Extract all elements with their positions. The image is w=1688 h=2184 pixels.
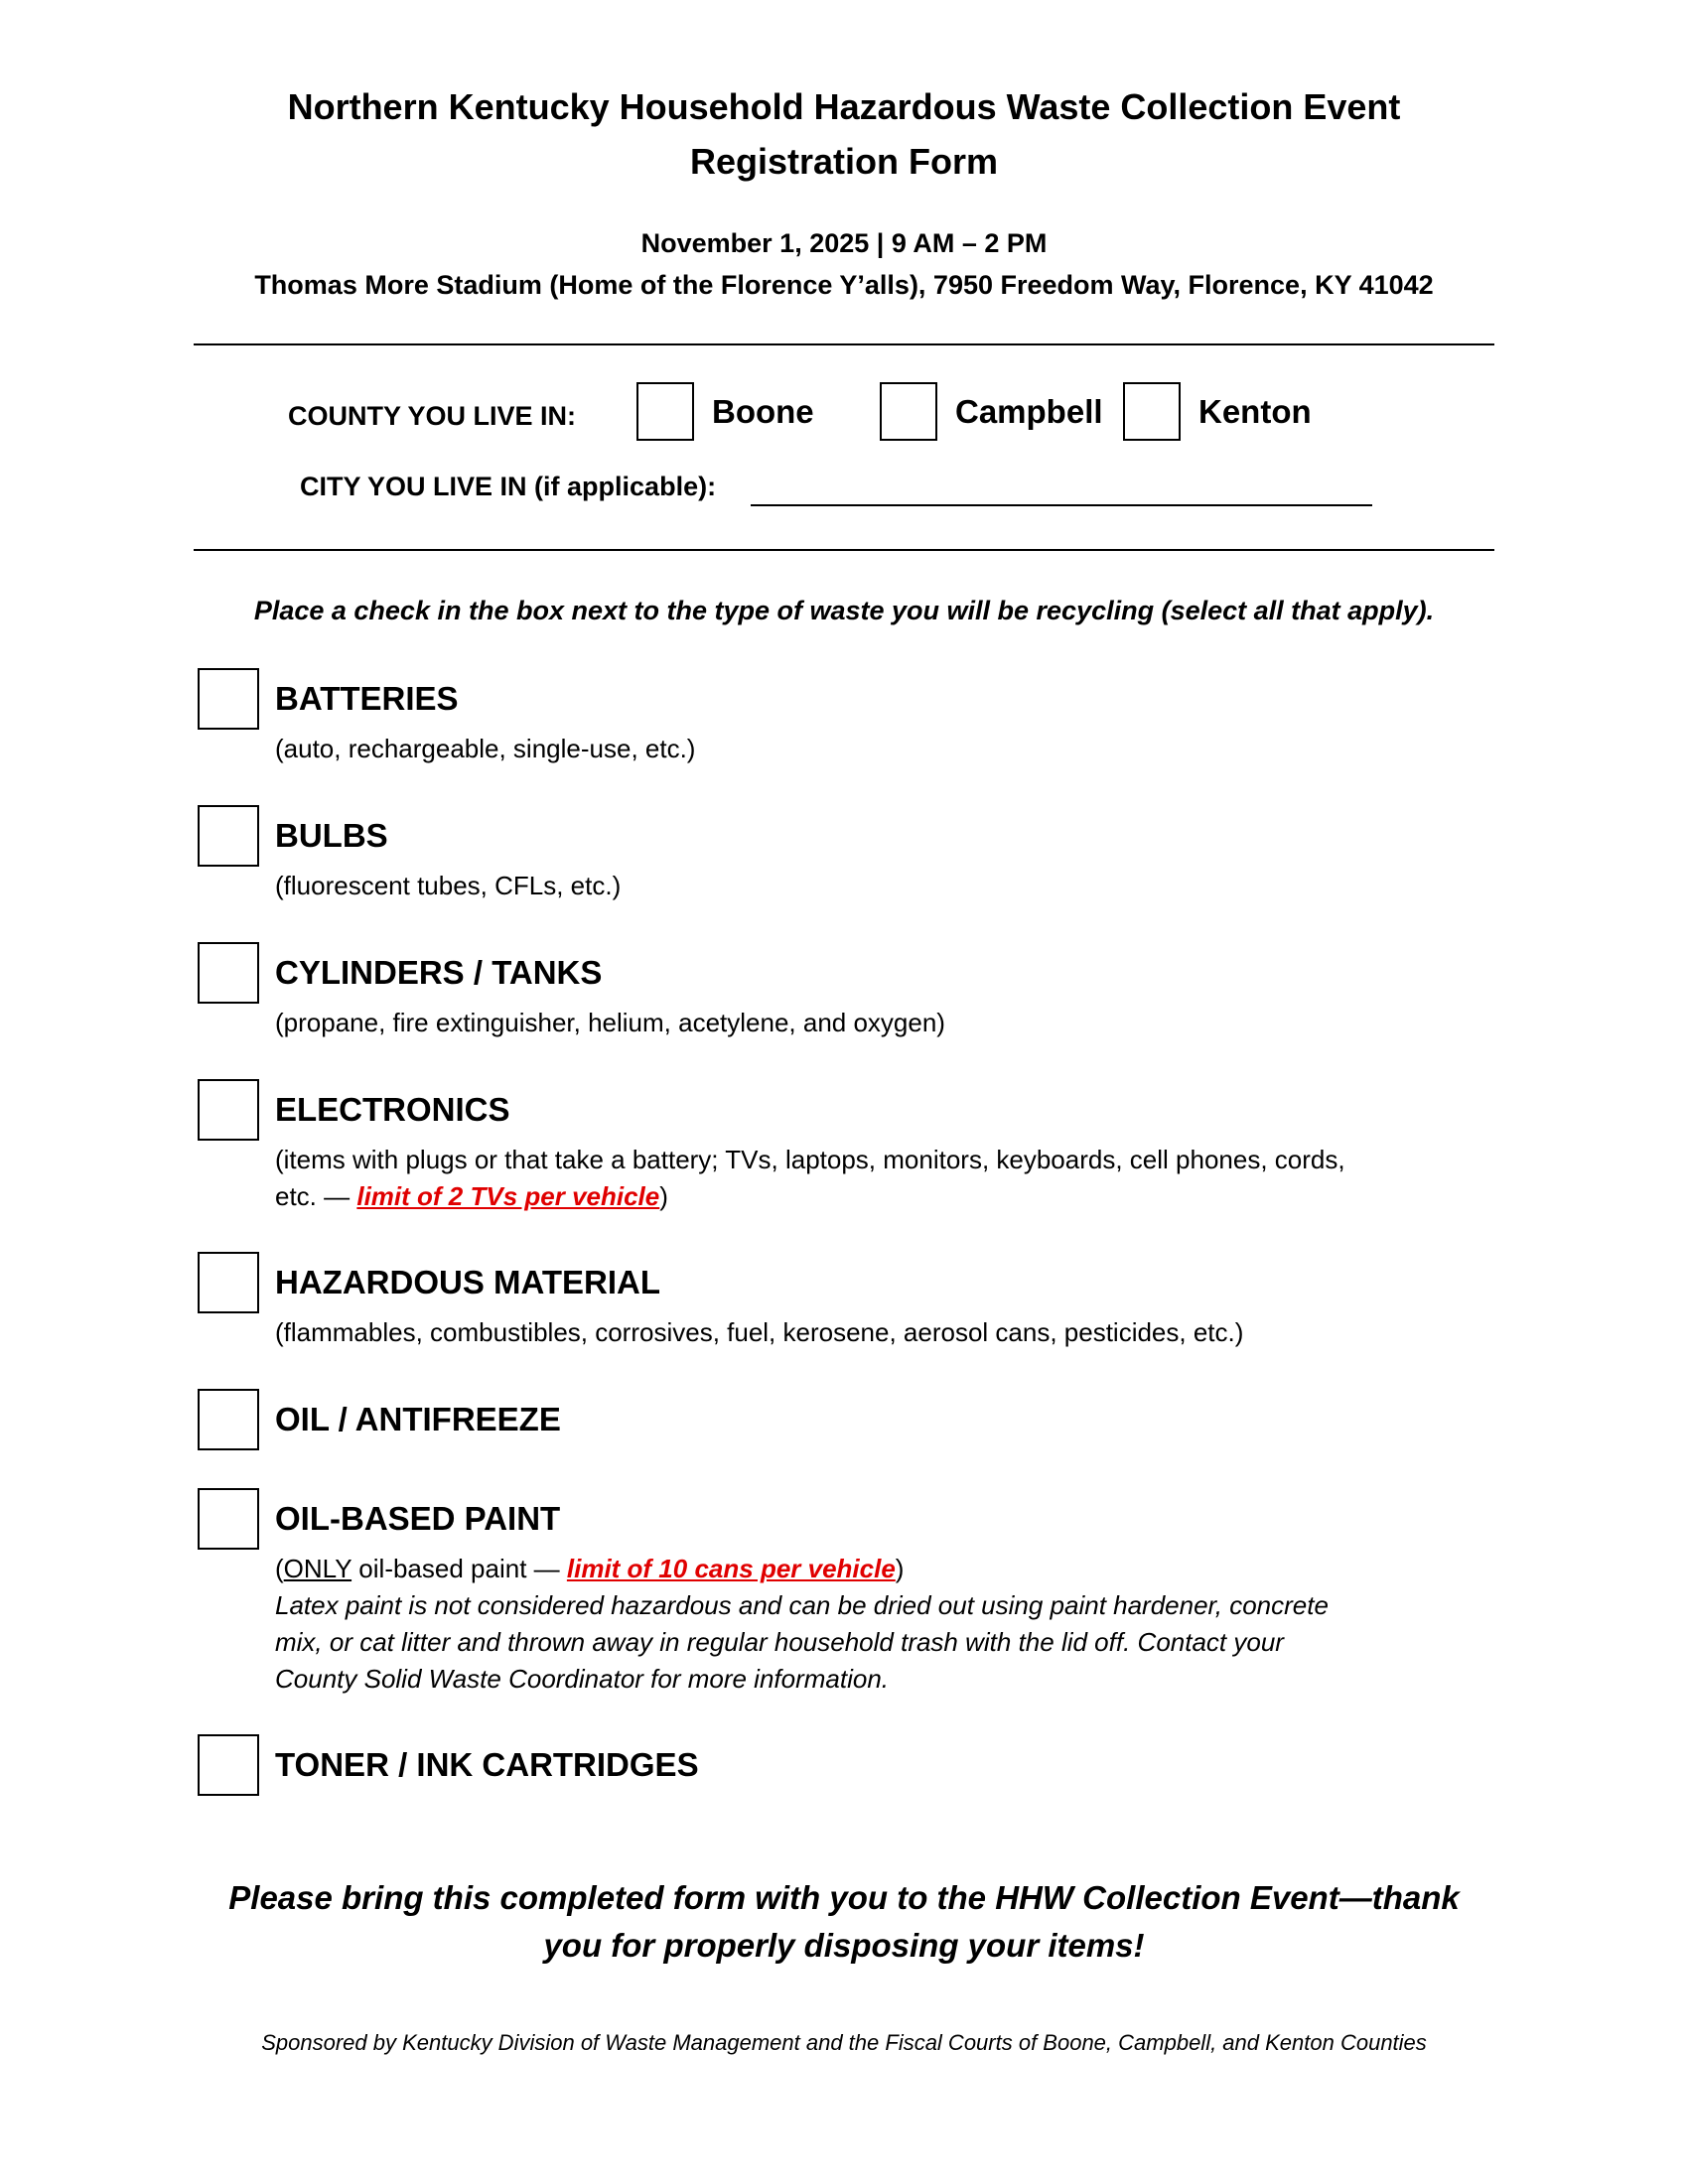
- checkbox-toner-ink[interactable]: [198, 1734, 259, 1796]
- sponsor-footer: Sponsored by Kentucky Division of Waste Management and the Fiscal Courts of Boone, Campbell, and Kenton Counties: [261, 2030, 1427, 2055]
- electronics-desc-line2: [275, 1178, 1467, 1215]
- waste-name-cylinders: CYLINDERS / TANKS: [275, 954, 603, 991]
- event-date-time: November 1, 2025 | 9 AM – 2 PM: [640, 228, 1048, 258]
- paint-paren-close: ): [895, 1554, 905, 1583]
- county-option-kenton: Kenton: [1198, 393, 1312, 430]
- city-label: CITY YOU LIVE IN (if applicable):: [300, 472, 717, 501]
- checkbox-oil-antifreeze[interactable]: [198, 1389, 259, 1450]
- city-input-line[interactable]: [751, 504, 1372, 506]
- waste-name-electronics: ELECTRONICS: [275, 1091, 510, 1128]
- paint-paren-open: (: [275, 1554, 284, 1583]
- waste-name-batteries: BATTERIES: [275, 680, 459, 717]
- checkbox-hazardous-material[interactable]: [198, 1252, 259, 1313]
- waste-desc-batteries: (auto, rechargeable, single-use, etc.): [275, 734, 696, 763]
- closing-line1: Please bring this completed form with you to the HHW Collection Event—thank: [228, 1879, 1460, 1916]
- waste-desc-cylinders: (propane, fire extinguisher, helium, acetylene, and oxygen): [275, 1008, 945, 1037]
- paint-only-emphasis: ONLY: [283, 1554, 352, 1583]
- waste-name-hazardous-material: HAZARDOUS MATERIAL: [275, 1264, 661, 1300]
- paint-desc-mid: oil-based paint —: [352, 1554, 567, 1583]
- paint-note-line1: Latex paint is not considered hazardous and can be dried out using paint hardener, concrete: [275, 1590, 1329, 1620]
- event-location: Thomas More Stadium (Home of the Florence Y’alls), 7950 Freedom Way, Florence, KY 41042: [254, 270, 1434, 300]
- electronics-desc-prefix: etc. —: [275, 1181, 357, 1211]
- form-title-line1: Northern Kentucky Household Hazardous Waste Collection Event: [287, 86, 1401, 127]
- waste-name-oil-based-paint: OIL-BASED PAINT: [275, 1500, 561, 1537]
- checkbox-batteries[interactable]: [198, 668, 259, 730]
- waste-name-bulbs: BULBS: [275, 817, 388, 854]
- checkbox-cylinders[interactable]: [198, 942, 259, 1004]
- county-option-boone: Boone: [712, 393, 814, 430]
- form-title-line2: Registration Form: [689, 141, 999, 182]
- electronics-desc-line1: (items with plugs or that take a battery; TVs, laptops, monitors, keyboards, cell phones, cords,: [275, 1145, 1345, 1174]
- checkbox-bulbs[interactable]: [198, 805, 259, 867]
- paint-note-line2: mix, or cat litter and thrown away in regular household trash with the lid off. Contact your: [275, 1627, 1284, 1657]
- county-option-campbell: Campbell: [955, 393, 1103, 430]
- electronics-desc-suffix: ): [659, 1181, 668, 1211]
- checkbox-oil-based-paint[interactable]: [198, 1488, 259, 1550]
- county-label: COUNTY YOU LIVE IN:: [288, 401, 577, 431]
- closing-line2: you for properly disposing your items!: [543, 1927, 1145, 1964]
- checklist-instructions: Place a check in the box next to the type of waste you will be recycling (select all that apply).: [253, 596, 1435, 625]
- divider-top: [194, 343, 1494, 345]
- divider-bottom: [194, 549, 1494, 551]
- electronics-limit-note: limit of 2 TVs per vehicle: [356, 1181, 660, 1211]
- checkbox-electronics[interactable]: [198, 1079, 259, 1141]
- county-checkbox-kenton[interactable]: [1123, 382, 1181, 441]
- waste-desc-oil-based-paint: [275, 1551, 1467, 1698]
- waste-desc-bulbs: (fluorescent tubes, CFLs, etc.): [275, 871, 622, 900]
- paint-note-line3: County Solid Waste Coordinator for more information.: [275, 1664, 890, 1694]
- waste-name-oil-antifreeze: OIL / ANTIFREEZE: [275, 1401, 561, 1437]
- waste-name-toner-ink: TONER / INK CARTRIDGES: [275, 1746, 699, 1783]
- paint-desc-line1: [275, 1551, 1467, 1587]
- county-checkbox-boone[interactable]: [636, 382, 694, 441]
- paint-limit-note: limit of 10 cans per vehicle: [566, 1554, 896, 1583]
- closing-message: [149, 1874, 1539, 1970]
- waste-desc-hazardous-material: (flammables, combustibles, corrosives, fuel, kerosene, aerosol cans, pesticides, etc.): [275, 1317, 1244, 1347]
- waste-desc-electronics: [275, 1142, 1467, 1215]
- county-checkbox-campbell[interactable]: [880, 382, 937, 441]
